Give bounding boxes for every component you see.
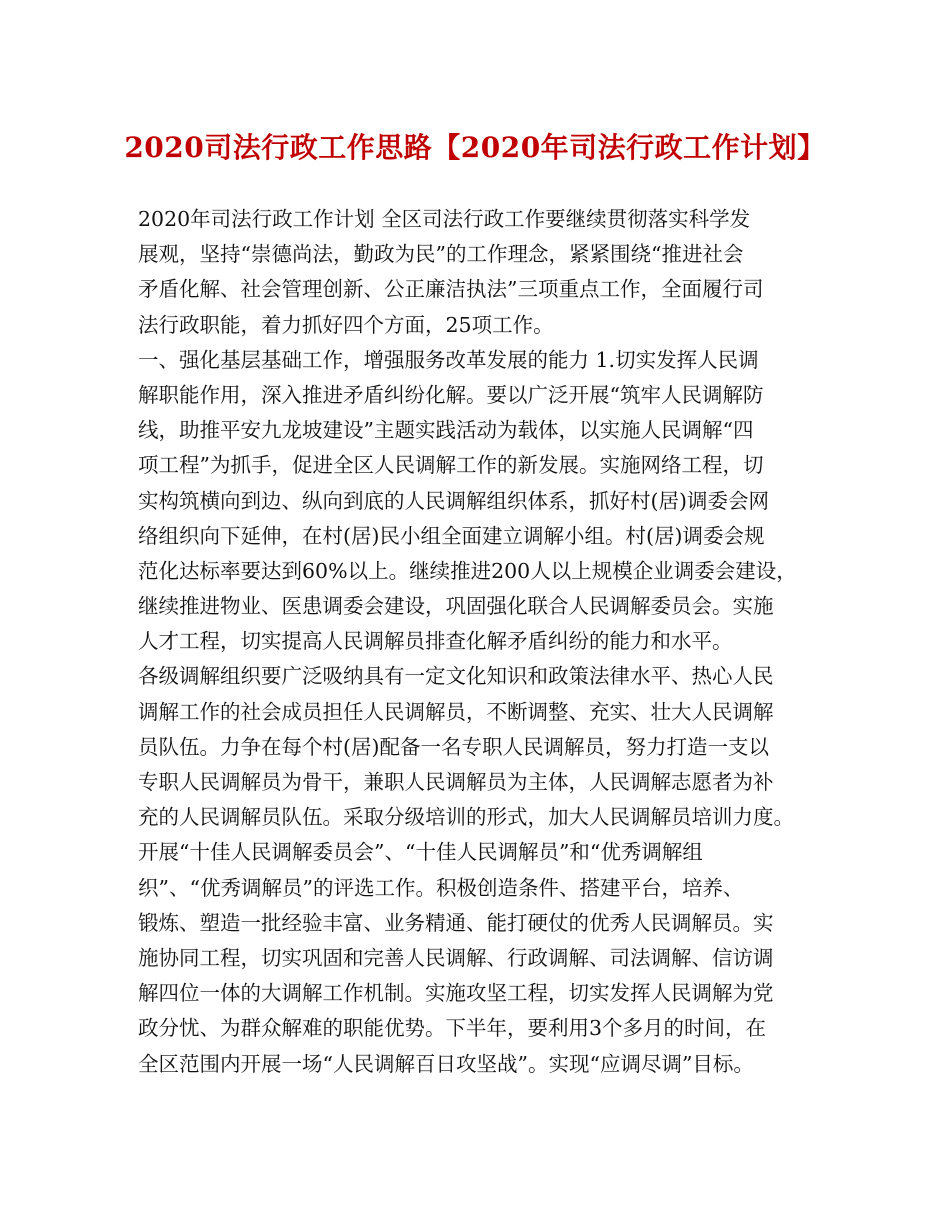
- body-line: 员队伍。力争在每个村(居)配备一名专职人民调解员，努力打造一支以: [138, 734, 769, 759]
- body-line: 政分忧、为群众解难的职能优势。下半年，要利用3个多月的时间，在: [138, 1016, 767, 1041]
- document-title: 2020司法行政工作思路【2020年司法行政工作计划】: [124, 131, 826, 164]
- body-line: 充的人民调解员队伍。采取分级培训的形式，加大人民调解员培训力度。: [138, 805, 794, 830]
- body-line: 各级调解组织要广泛吸纳具有一定文化知识和政策法律水平、热心人民: [138, 664, 774, 689]
- body-line: 专职人民调解员为骨干，兼职人民调解员为主体，人民调解志愿者为补: [138, 770, 774, 794]
- body-line: 继续推进物业、医患调委会建设，巩固强化联合人民调解委员会。实施: [138, 594, 774, 619]
- body-line: 调解工作的社会成员担任人民调解员，不断调整、充实、壮大人民调解: [138, 699, 774, 724]
- body-line: 范化达标率要达到60%以上。继续推进200人以上规模企业调委会建设，: [138, 558, 797, 583]
- body-line: 项工程”为抓手，促进全区人民调解工作的新发展。实施网络工程，切: [138, 453, 764, 478]
- body-line: 法行政职能，着力抓好四个方面，25项工作。: [138, 312, 554, 337]
- body-line: 展观，坚持“崇德尚法，勤政为民”的工作理念，紧紧围绕“推进社会: [138, 242, 744, 267]
- body-line: 开展“十佳人民调解委员会”、“十佳人民调解员”和“优秀调解组: [138, 840, 703, 865]
- body-line: 解四位一体的大调解工作机制。实施攻坚工程，切实发挥人民调解为党: [138, 981, 774, 1006]
- body-line: 人才工程，切实提高人民调解员排查化解矛盾纠纷的能力和水平。: [138, 629, 733, 654]
- body-line: 解职能作用，深入推进矛盾纠纷化解。要以广泛开展“筑牢人民调解防: [138, 382, 764, 407]
- body-line: 矛盾化解、社会管理创新、公正廉洁执法”三项重点工作，全面履行司: [138, 277, 764, 302]
- body-line: 施协同工程，切实巩固和完善人民调解、行政调解、司法调解、信访调: [138, 945, 774, 970]
- body-line: 一、强化基层基础工作，增强服务改革发展的能力 1.切实发挥人民调: [138, 347, 759, 372]
- body-line: 织”、“优秀调解员”的评选工作。积极创造条件、搭建平台，培养、: [138, 875, 744, 900]
- body-line: 锻炼、塑造一批经验丰富、业务精通、能打硬仗的优秀人民调解员。实: [138, 910, 774, 935]
- body-line: 全区范围内开展一场“人民调解百日攻坚战”。实现“应调尽调”目标。: [138, 1051, 754, 1076]
- body-line: 2020年司法行政工作计划 全区司法行政工作要继续贯彻落实科学发: [138, 207, 751, 231]
- document-body: [138, 202, 828, 1082]
- body-line: 实构筑横向到边、纵向到底的人民调解组织体系，抓好村(居)调委会网: [138, 488, 769, 513]
- body-line: 线，助推平安九龙坡建设”主题实践活动为载体，以实施人民调解“四: [138, 418, 754, 443]
- body-line: 络组织向下延伸，在村(居)民小组全面建立调解小组。村(居)调委会规: [138, 523, 765, 548]
